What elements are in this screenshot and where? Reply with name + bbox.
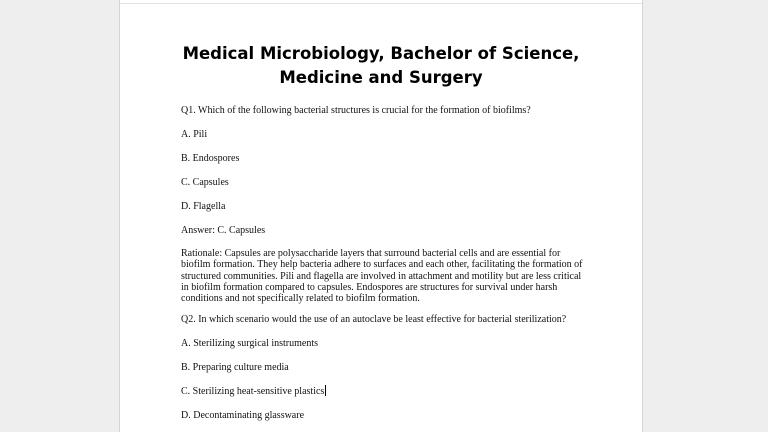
q2-option-a: A. Sterilizing surgical instruments [181,338,319,350]
q2-option-c [181,385,583,399]
title-line-1: Medical Microbiology, Bachelor of Science, [182,44,580,63]
q1-option-a: A. Pili [181,129,208,140]
document-title [120,42,642,90]
q2-option-d: D. Decontaminating glassware [181,410,305,422]
q1-option-b: B. Endospores [181,153,240,164]
q2-question: Q2. In which scenario would the use of an autoclave be least effective for bacterial sterilization? [181,314,567,326]
document-page[interactable] [119,0,643,432]
title-line-2: Medicine and Surgery [279,68,483,87]
document-body[interactable] [181,104,583,423]
q2-option-c-text: C. Sterilizing heat-sensitive plastics [181,386,325,398]
q1-question: Q1. Which of the following bacterial structures is crucial for the formation of biofilms? [181,105,531,116]
text-cursor [325,385,326,396]
q1-option-d: D. Flagella [181,201,226,212]
q1-answer: Answer: C. Capsules [181,225,266,236]
q2-option-b: B. Preparing culture media [181,362,289,374]
page-top-edge [120,0,642,4]
q1-option-c: C. Capsules [181,177,229,188]
q1-rationale: Rationale: Capsules are polysaccharide layers that surround bacterial cells and are essential for biofilm formation. They help bacteria adhere to surfaces and each other, facilitating the formation of structured communities. Pili and flagella are involved in attachment and motility but are less critical in biofilm formation compared to capsules. Endospores are structures for survival under harsh conditions and not specifically related to biofilm formation. [181,248,583,305]
